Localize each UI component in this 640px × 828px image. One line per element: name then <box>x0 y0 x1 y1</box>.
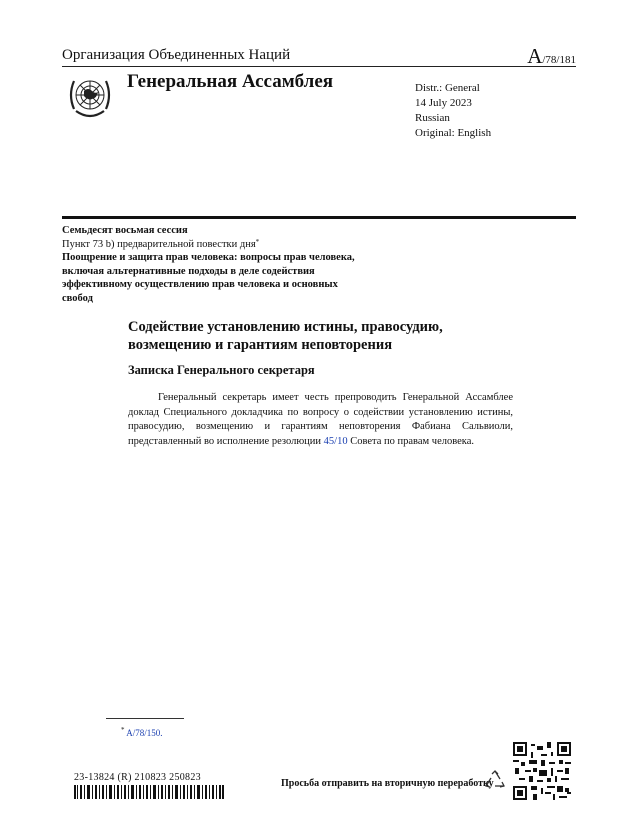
distribution-line: 14 July 2023 <box>415 97 472 109</box>
footnote-mark: * <box>121 726 125 734</box>
symbol-suffix: /78/181 <box>542 54 576 66</box>
agenda-item-line <box>62 238 367 252</box>
barcode-icon <box>74 785 224 799</box>
agenda-item: Пункт 73 b) предварительной повестки дня <box>62 238 256 250</box>
footnote-marker: * <box>255 237 260 246</box>
document-subtitle: Записка Генерального секретаря <box>128 363 315 377</box>
agenda-title: Поощрение и защита прав человека: вопросы прав человека, включая альтернативные подходы в деле содействия эффективному осуществлению прав человека и основных свобод <box>62 252 355 304</box>
symbol-prefix: A <box>527 44 543 68</box>
session-name: Семьдесят восьмая сессия <box>62 225 188 236</box>
distribution-line: Original: English <box>415 127 492 139</box>
paragraph-text: Генеральный секретарь имеет честь препроводить Генеральной Ассамблее доклад Специального докладчика по вопросу о содействии установлению истины, правосудию, возмещению и гарантиям неповторения Фабиана Сальвиоли, представленный во исполнение резолюции <box>128 392 513 447</box>
document-title: Содействие установлению истины, правосудию, возмещению и гарантиям неповторения <box>128 319 443 353</box>
paragraph-text-end: Совета по правам человека. <box>347 435 475 447</box>
footnote-rule <box>106 718 184 719</box>
body-name: Генеральная Ассамблея <box>127 71 334 92</box>
body-paragraph <box>128 391 513 449</box>
header-rule <box>62 66 576 67</box>
distribution-line: Russian <box>415 112 450 124</box>
organization-name: Организация Объединенных Наций <box>62 47 291 63</box>
un-emblem-icon <box>64 71 116 123</box>
resolution-link[interactable]: 45/10 <box>323 435 348 447</box>
distribution-line: Distr.: General <box>415 82 480 94</box>
recycle-note: Просьба отправить на вторичную переработку <box>281 778 494 789</box>
distribution-block <box>415 81 491 141</box>
job-number: 23-13824 (R) 210823 250823 <box>74 772 201 783</box>
thick-rule <box>62 216 576 219</box>
qr-code-icon <box>513 742 571 800</box>
footnote <box>121 728 163 738</box>
session-info <box>62 224 367 305</box>
footnote-link[interactable]: A/78/150. <box>126 728 163 738</box>
recycle-icon <box>484 770 506 790</box>
